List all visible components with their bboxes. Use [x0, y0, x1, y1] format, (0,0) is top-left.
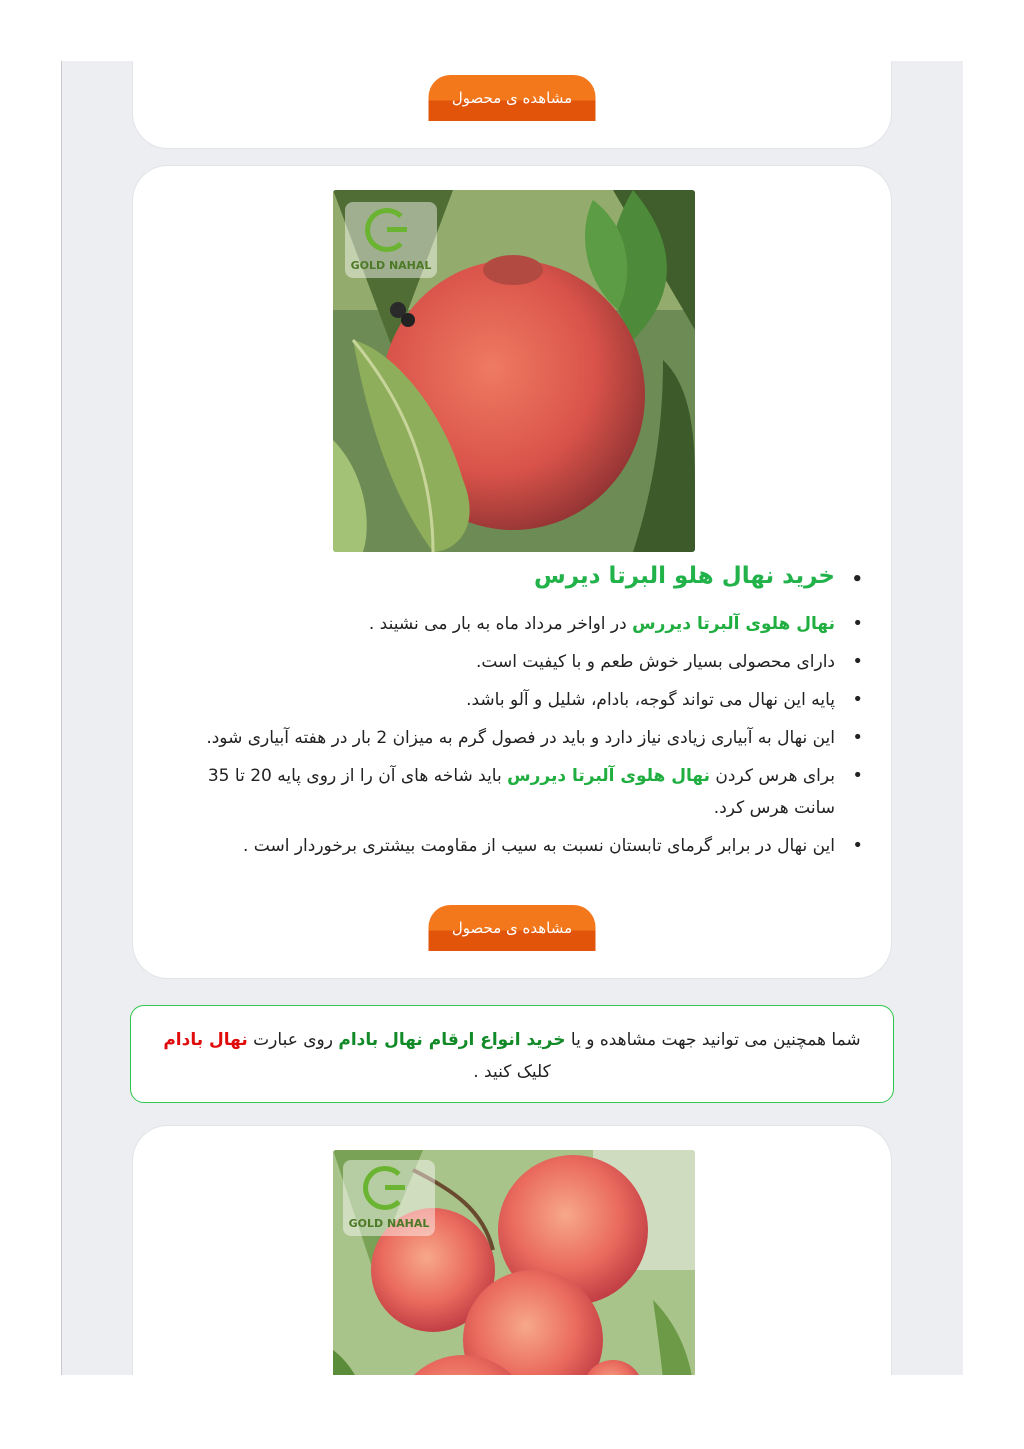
list-item: • برای هرس کردن نهال هلوی آلبرتا دیررس باید شاخه های آن را از روی پایه 20 تا 35 سانت هرس کرد. — [163, 760, 863, 824]
product-link[interactable]: نهال هلوی آلبرتا دیررس — [507, 766, 711, 786]
watermark-text: GOLD NAHAL — [348, 1217, 430, 1230]
view-product-button[interactable]: مشاهده ی محصول — [429, 75, 596, 121]
list-item: • نهال هلوی آلبرتا دیررس در اواخر مرداد ماه به بار می نشیند . — [163, 608, 863, 640]
list-item: • دارای محصولی بسیار خوش طعم و با کیفیت است. — [163, 646, 863, 678]
peach-cluster-photo[interactable] — [333, 1150, 695, 1375]
almond-varieties-link[interactable]: خرید انواع ارقام نهال بادام — [338, 1030, 566, 1050]
list-item: • این نهال در برابر گرمای تابستان نسبت به سیب از مقاومت بیشتری برخوردار است . — [163, 830, 863, 862]
product-title[interactable]: • خرید نهال هلو البرتا دیرس — [163, 556, 863, 596]
list-item: • این نهال به آبیاری زیادی نیاز دارد و باید در فصول گرم به میزان 2 بار در هفته آبیاری شود. — [163, 722, 863, 754]
peach-photo[interactable] — [333, 190, 695, 552]
view-product-button[interactable]: مشاهده ی محصول — [429, 905, 596, 951]
next-product-card — [132, 1125, 892, 1375]
product-features-list — [163, 556, 863, 868]
gold-nahal-watermark — [345, 202, 437, 278]
almond-notice-box: شما همچنین می توانید جهت مشاهده و یا خرید انواع ارقام نهال بادام روی عبارت نهال بادام کلیک کنید . — [130, 1005, 894, 1103]
list-item: • پایه این نهال می تواند گوجه، بادام، شلیل و آلو باشد. — [163, 684, 863, 716]
product-link[interactable]: نهال هلوی آلبرتا دیررس — [632, 614, 835, 634]
gold-nahal-watermark — [343, 1160, 435, 1236]
product-card — [132, 165, 892, 979]
previous-product-card — [132, 61, 892, 149]
watermark-text: GOLD NAHAL — [350, 259, 432, 272]
page-background — [61, 61, 963, 1375]
almond-sapling-link[interactable]: نهال بادام — [163, 1030, 248, 1050]
